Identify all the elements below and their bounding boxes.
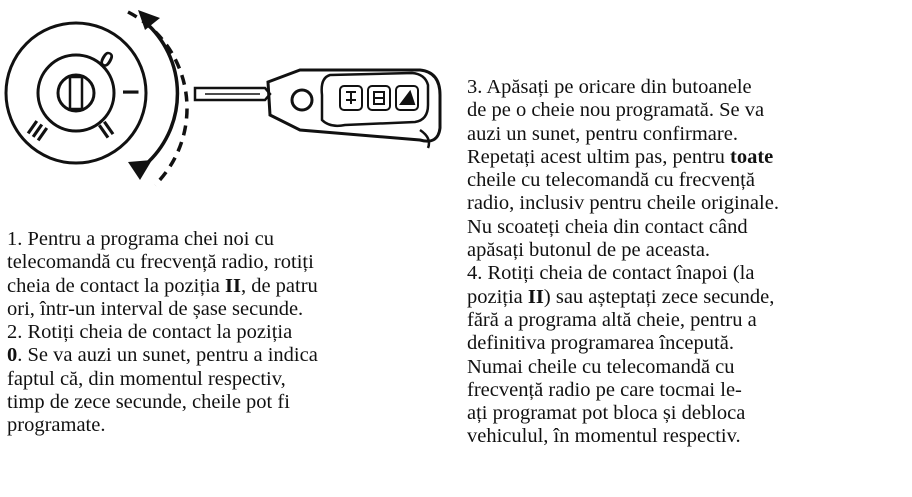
position-II-label: II — [94, 116, 119, 144]
step3-line8: apăsați butonul de pe aceasta. — [467, 239, 711, 262]
remote-buttons-icon — [340, 86, 418, 110]
step4-line1: 4. Rotiți cheia de contact înapoi (la — [467, 262, 755, 285]
step4-line8: vehiculul, în momentul respectiv. — [467, 425, 741, 448]
step1-line2: telecomandă cu frecvență radio, rotiți — [7, 251, 314, 274]
step2-line4: timp de zece secunde, cheile pot fi — [7, 391, 290, 414]
step1-line1: 1. Pentru a programa chei noi cu — [7, 228, 274, 250]
step4-line6: frecvență radio pe care tocmai le- — [467, 378, 742, 401]
position-III-label: III — [22, 115, 53, 147]
step2-line3: faptul că, din momentul respectiv, — [7, 367, 286, 390]
step2-line5: programate. — [7, 414, 106, 437]
right-column-text — [467, 76, 907, 449]
step3-line2: de pe o cheie nou programată. Se va — [467, 99, 765, 122]
step2-line2: 0. Se va auzi un sunet, pentru a indica — [7, 344, 318, 367]
position-0-bold: 0 — [7, 344, 18, 367]
step2-line1: 2. Rotiți cheia de contact la poziția — [7, 321, 293, 344]
toate-bold: toate — [730, 145, 774, 168]
step3-line4: Repetați acest ultim pas, pentru toate — [467, 145, 774, 168]
step1-line3: cheia de contact la poziția II, de patru — [7, 274, 318, 297]
position-ii-bold-2: II — [527, 285, 544, 308]
position-I-label: I — [118, 89, 143, 96]
ignition-key-illustration — [0, 0, 460, 210]
step3-line6: radio, inclusiv pentru cheile originale. — [467, 192, 779, 215]
step1-line4: ori, într-un interval de șase secunde. — [7, 297, 304, 320]
step3-line3: auzi un sunet, pentru confirmare. — [467, 122, 738, 145]
rotation-arrows-icon — [128, 12, 187, 185]
step3-line7: Nu scoateți cheia din contact când — [467, 215, 748, 238]
position-0-label: 0 — [95, 45, 119, 74]
key-blade-icon — [195, 88, 270, 100]
step4-line7: ați programat pot bloca și debloca — [467, 402, 746, 425]
step4-line2: poziția II) sau așteptați zece secunde, — [467, 285, 775, 308]
step4-line3: fără a programa altă cheie, pentru a — [467, 308, 757, 331]
position-ii-bold: II — [224, 274, 241, 297]
left-column-text — [7, 228, 447, 438]
arrow-head-bottom-icon — [128, 160, 152, 180]
step4-line5: Numai cheile cu telecomandă cu — [467, 355, 735, 378]
step3-line1: 3. Apăsați pe oricare din butoanele — [467, 76, 752, 98]
step3-line5: cheile cu telecomandă cu frecvență — [467, 169, 755, 192]
step4-line4: definitiva programarea începută. — [467, 332, 734, 355]
